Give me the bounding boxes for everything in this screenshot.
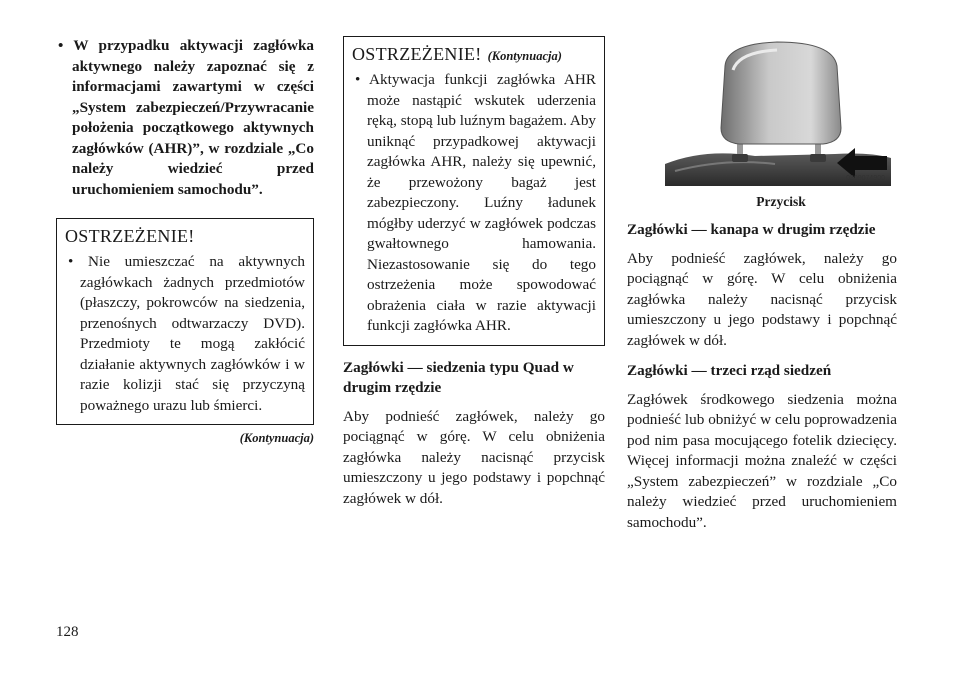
warning-title-continued [352,44,596,65]
warning-text: • Aktywacja funkcji zagłówka AHR może nastąpić wskutek uderzenia ręką, stopą lub luźnym bagażem. Aby uniknąć przypadkowej aktywacji zagłówka AHR, należy się upewnić, że przewożony bagaż jest zabezpieczony. Luźny ładunek mógłby uderzyć w zagłówek podczas gwałtownego hamowania. Niezastosowanie się do tego ostrzeżenia może spowodować obrażenia ciała w razie aktywacji funkcji zagłówka AHR. [355,71,597,334]
column-right [627,36,897,533]
warning-title: OSTRZEŻENIE! [65,226,195,246]
ahr-info-bullet: • W przypadku aktywacji zagłówka aktywnego należy zapoznać się z informacjami zawartymi w części „System zabezpieczeń/Przywracanie położenia początkowego aktywnych zagłówków (AHR)”, w rozdziale „Co należy wiedzieć przed uruchomieniem samochodu”. [58,37,314,198]
warning-title: OSTRZEŻENIE! [352,44,482,64]
section-paragraph-bench: Aby podnieść zagłówek, należy go pociągnąć w górę. W celu obniżenia zagłówka należy nacisnąć przycisk umieszczony u jego podstawy i popchnąć zagłówek w dół. [627,249,897,349]
column-middle [343,36,605,509]
section-paragraph-quad: Aby podnieść zagłówek, należy go pociągnąć w górę. W celu obniżenia zagłówka należy nacisnąć przycisk umieszczony u jego podstawy i popchnąć zagłówek w dół. [343,407,605,507]
headrest-figure [665,36,891,186]
section-heading-quad: Zagłówki — siedzenia typu Quad w drugim rzędzie [343,358,574,396]
section-paragraph-third-row: Zagłówek środkowego siedzenia można podnieść lub obniżyć w celu poprowadzenia pod nim pasa mocującego fotelik dziecięcy. Więcej informacji można znaleźć w części „System zabezpieczeń” w rozdziale „Co należy wiedzieć przed uruchomieniem samochodu”. [627,390,897,531]
warning-continued-label: (Kontynuacja) [487,49,562,63]
section-heading-bench: Zagłówki — kanapa w drugim rzędzie [627,221,876,238]
headrest-illustration [665,36,891,186]
warning-box-1 [56,218,314,425]
warning-text: • Nie umieszczać na aktywnych zagłówkach żadnych przedmiotów (płaszczy, pokrowców na siedzenia, przenośnych odtwarzaczy DVD). Przedmioty te mogą zakłócić działanie aktywnych zagłówków i w razie kolizji stać się przyczyną poważnego urazu lub śmierci. [68,253,305,414]
warning-box-2 [343,36,605,346]
continued-note: (Kontynuacja) [239,431,314,445]
column-left [56,36,314,446]
page-number: 128 [56,624,79,640]
figure-code: 0309074900 [846,175,885,182]
figure-caption: Przycisk [756,194,806,209]
section-heading-third-row: Zagłówki — trzeci rząd siedzeń [627,362,832,379]
